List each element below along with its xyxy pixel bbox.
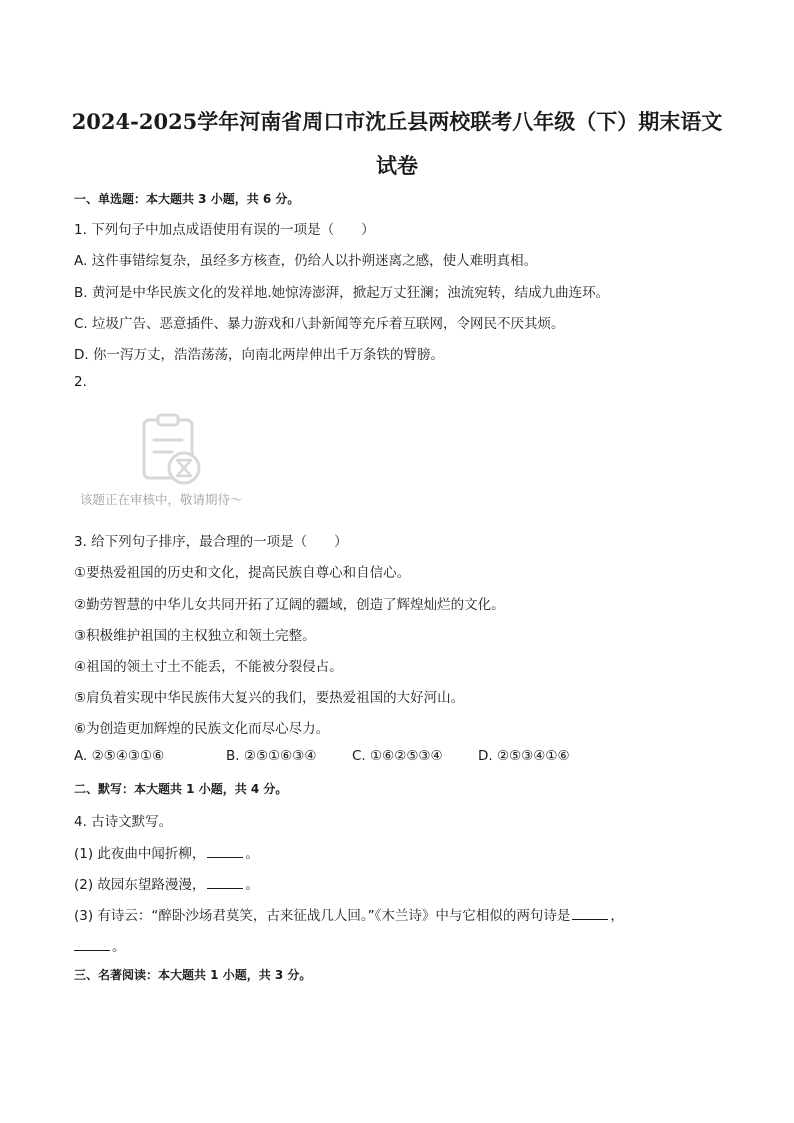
- q3-option-d: D. ②⑤③④①⑥: [478, 748, 570, 764]
- q1-option-c: C. 垃圾广告、恶意插件、暴力游戏和八卦新闻等充斥着互联网，令网民不厌其烦。: [74, 316, 565, 332]
- exam-title-line1: 2024-2025学年河南省周口市沈丘县两校联考八年级（下）期末语文: [71, 109, 723, 134]
- q3-item: ⑤肩负着实现中华民族伟大复兴的我们，要热爱祖国的大好河山。: [74, 690, 465, 706]
- q3-option-b: B. ②⑤①⑥③④: [226, 748, 317, 764]
- section-single-choice: 一、单选题：本大题共 3 小题，共 6 分。: [74, 192, 300, 206]
- q4-part2-end: 。: [245, 877, 259, 893]
- answer-blank: [207, 845, 243, 858]
- q4-part2: [74, 873, 259, 893]
- q4-part1: [74, 842, 259, 862]
- q2-review-placeholder: [80, 412, 300, 512]
- q3-item: ③积极维护祖国的主权独立和领土完整。: [74, 628, 316, 644]
- q4-stem: 4. 古诗文默写。: [74, 814, 173, 830]
- q4-part1-text: (1) 此夜曲中闻折柳，: [74, 846, 206, 862]
- exam-title-line2: 试卷: [376, 153, 418, 178]
- q2-review-text: 该题正在审核中，敬请期待～: [80, 492, 243, 507]
- q3-item: ②勤劳智慧的中华儿女共同开拓了辽阔的疆域，创造了辉煌灿烂的文化。: [74, 597, 505, 613]
- q4-part1-end: 。: [245, 846, 259, 862]
- q4-part3-mid: ，: [610, 908, 624, 924]
- q3-item: ④祖国的领土寸土不能丢，不能被分裂侵占。: [74, 659, 343, 675]
- q1-option-a: A. 这件事错综复杂，虽经多方核查，仍给人以扑朔迷离之感，使人难明真相。: [74, 253, 538, 269]
- q1-stem: 1. 下列句子中加点成语使用有误的一项是（ ）: [74, 222, 375, 238]
- q4-part3-end: 。: [112, 939, 126, 955]
- q4-part3-text: (3) 有诗云：“醉卧沙场君莫笑，古来征战几人回。”《木兰诗》中与它相似的两句诗是: [74, 908, 571, 924]
- clipboard-hourglass-icon: [136, 412, 208, 488]
- q3-item: ①要热爱祖国的历史和文化，提高民族自尊心和自信心。: [74, 565, 411, 581]
- q4-part3: [74, 904, 624, 924]
- q1-option-b: B. 黄河是中华民族文化的发祥地.她惊涛澎湃，掀起万丈狂澜；浊流宛转，结成九曲连环。: [74, 285, 610, 301]
- q3-stem: 3. 给下列句子排序，最合理的一项是（ ）: [74, 534, 348, 550]
- section-classic-reading: 三、名著阅读：本大题共 1 小题，共 3 分。: [74, 968, 312, 982]
- answer-blank: [207, 876, 243, 889]
- q3-option-c: C. ①⑥②⑤③④: [352, 748, 443, 764]
- q3-item: ⑥为创造更加辉煌的民族文化而尽心尽力。: [74, 721, 330, 737]
- answer-blank: [572, 907, 608, 920]
- exam-title: [60, 100, 734, 188]
- q1-option-d: D. 你一泻万丈，浩浩荡荡，向南北两岸伸出千万条铁的臂膀。: [74, 347, 444, 363]
- answer-blank: [74, 938, 110, 951]
- q2-number: 2.: [74, 374, 87, 390]
- section-dictation: 二、默写：本大题共 1 小题，共 4 分。: [74, 782, 288, 796]
- q3-option-a: A. ②⑤④③①⑥: [74, 748, 165, 764]
- q4-part3-continued: [74, 935, 126, 955]
- q3-options: [74, 748, 570, 764]
- q4-part2-text: (2) 故园东望路漫漫，: [74, 877, 206, 893]
